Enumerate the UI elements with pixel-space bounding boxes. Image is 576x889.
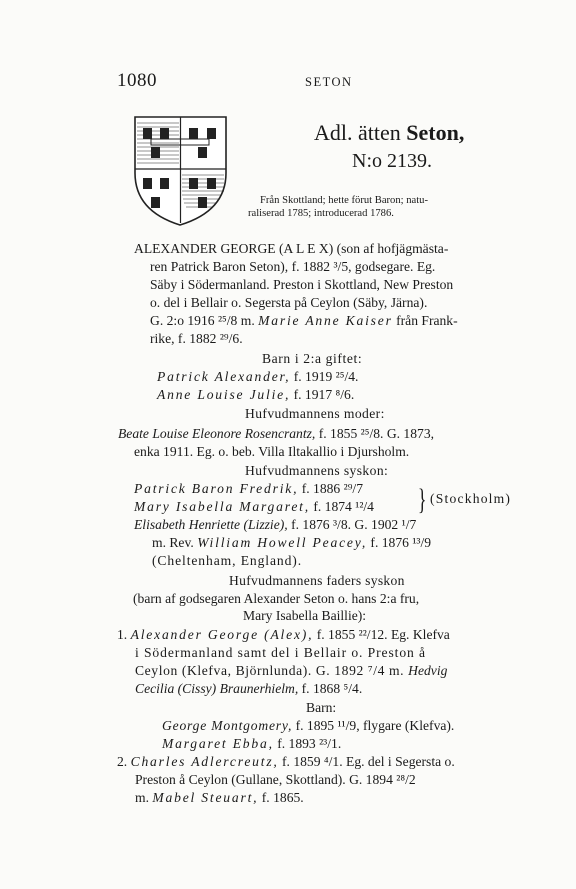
spouse-name: William Howell Peacey, (197, 535, 368, 550)
alexander-line-3: Säby i Södermanland. Preston i Skottland, New Preston (150, 277, 454, 292)
alexander-line-4: o. del i Bellair o. Segersta på Ceylon (Säby, Järna). (150, 295, 428, 310)
mother-line-2: enka 1911. Eg. o. beb. Villa Iltakallio i Djursholm. (134, 444, 410, 459)
entry-1-wife-name: Cecilia (Cissy) Braunerhielm, (135, 681, 299, 696)
alexander-line-2: ren Patrick Baron Seton), f. 1882 ³/5, godsegare. Eg. (150, 259, 436, 274)
entry-2-name: Charles Adlercreutz, (130, 754, 279, 769)
sibling-patrick-name: Patrick Baron Fredrik, (134, 481, 299, 496)
wife-name: Marie Anne Kaiser (258, 313, 393, 328)
title-prefix: Adl. ätten (314, 120, 407, 145)
entry-2-wife-name: Mabel Steuart, (152, 790, 259, 805)
spouse-prefix: m. Rev. (152, 535, 198, 550)
wife-origin: från Frank- (392, 313, 458, 328)
entry-1-birth: f. 1855 ²²/12. Eg. Klefva (313, 627, 450, 642)
entry-2-num: 2. (117, 754, 131, 769)
alexander-line-1: ALEXANDER GEORGE (A L E X) (son af hofjägmästa- (134, 241, 449, 256)
sibling-patrick-birth: f. 1886 ²⁹/7 (298, 481, 364, 496)
spouse-birth: f. 1876 ¹³/9 (367, 535, 432, 550)
sibling-elisabeth-line-2 (152, 534, 431, 551)
origin-line-1: Från Skottland; hette förut Baron; natu- (260, 195, 428, 206)
entry-1-name: Alexander George (Alex), (130, 627, 314, 642)
entry-1-num: 1. (117, 627, 131, 642)
mother-name: Beate Louise Eleonore Rosencrantz, (118, 426, 316, 441)
entry-1-wife-first: Hedvig (408, 663, 448, 678)
mother-heading: Hufvudmannens moder: (245, 406, 385, 421)
brace-icon: } (417, 483, 427, 516)
grandchild-george (162, 717, 454, 734)
entry-1-line-4 (135, 680, 362, 697)
entry-2-wife-birth: f. 1865. (258, 790, 304, 805)
sibling-mary-name: Mary Isabella Margaret, (134, 499, 310, 514)
grandchild-george-name: George Montgomery, (162, 718, 293, 733)
children-heading: Barn i 2:a giftet: (262, 351, 363, 366)
siblings-heading: Hufvudmannens syskon: (245, 463, 389, 478)
entry-1-line-2: i Södermanland samt del i Bellair o. Preston å (135, 645, 426, 660)
barn-heading: Barn: (306, 700, 337, 715)
siblings-place: (Stockholm) (430, 491, 512, 506)
coat-of-arms-icon (127, 111, 234, 229)
fathers-siblings-sub-1: (barn af godsegaren Alexander Seton o. hans 2:a fru, (133, 591, 420, 606)
child-anne (157, 386, 354, 403)
sibling-elisabeth-line-3: (Cheltenham, England). (152, 553, 303, 568)
alexander-line-5 (150, 312, 458, 329)
sibling-mary-birth: f. 1874 ¹²/4 (309, 499, 374, 514)
grandchild-margaret-birth: f. 1893 ²³/1. (273, 736, 342, 751)
origin-line-2: raliserad 1785; introducerad 1786. (248, 208, 394, 219)
grandchild-margaret (162, 735, 341, 752)
entry-2-line-3 (135, 789, 304, 806)
sibling-mary (134, 498, 374, 515)
family-title (314, 120, 464, 146)
fathers-siblings-heading: Hufvudmannens faders syskon (229, 573, 405, 588)
sibling-elisabeth (134, 516, 416, 533)
child-anne-name: Anne Louise Julie, (157, 387, 291, 402)
child-anne-birth: f. 1917 ⁸/6. (290, 387, 355, 402)
origin-note (248, 194, 550, 220)
page-number: 1080 (117, 70, 157, 91)
family-number: N:o 2139. (352, 150, 432, 172)
entry-2-line-1 (117, 753, 455, 770)
sibling-patrick (134, 480, 363, 497)
child-patrick-birth: f. 1919 ²⁵/4. (290, 369, 359, 384)
running-head: SETON (305, 75, 353, 89)
grandchild-margaret-name: Margaret Ebba, (162, 736, 274, 751)
entry-2-marriage: m. (135, 790, 153, 805)
entry-1-line-3 (135, 662, 447, 679)
mother-line-1 (118, 425, 434, 442)
child-patrick (157, 368, 358, 385)
grandchild-george-birth: f. 1895 ¹¹/9, flygare (Klefva). (292, 718, 455, 733)
sibling-elisabeth-name: Elisabeth Henriette (Lizzie), (134, 517, 288, 532)
entry-2-birth: f. 1859 ⁴/1. Eg. del i Segersta o. (278, 754, 455, 769)
family-name: Seton, (406, 120, 465, 145)
sibling-elisabeth-birth: f. 1876 ³/8. G. 1902 ¹/7 (287, 517, 417, 532)
fathers-siblings-sub-2: Mary Isabella Baillie): (243, 608, 367, 623)
entry-1-residence: Ceylon (Klefva, Björnlunda). G. 1892 ⁷/4 m. (135, 663, 409, 678)
entry-2-line-2: Preston å Ceylon (Gullane, Skottland). G. 1894 ²⁸/2 (135, 772, 416, 787)
marriage-text: G. 2:o 1916 ²⁵/8 m. (150, 313, 259, 328)
alexander-line-6: rike, f. 1882 ²⁹/6. (150, 331, 243, 346)
entry-1-line-1 (117, 626, 450, 643)
entry-1-wife-birth: f. 1868 ⁵/4. (298, 681, 363, 696)
child-patrick-name: Patrick Alexander, (157, 369, 291, 384)
mother-birth: f. 1855 ²⁵/8. G. 1873, (315, 426, 435, 441)
